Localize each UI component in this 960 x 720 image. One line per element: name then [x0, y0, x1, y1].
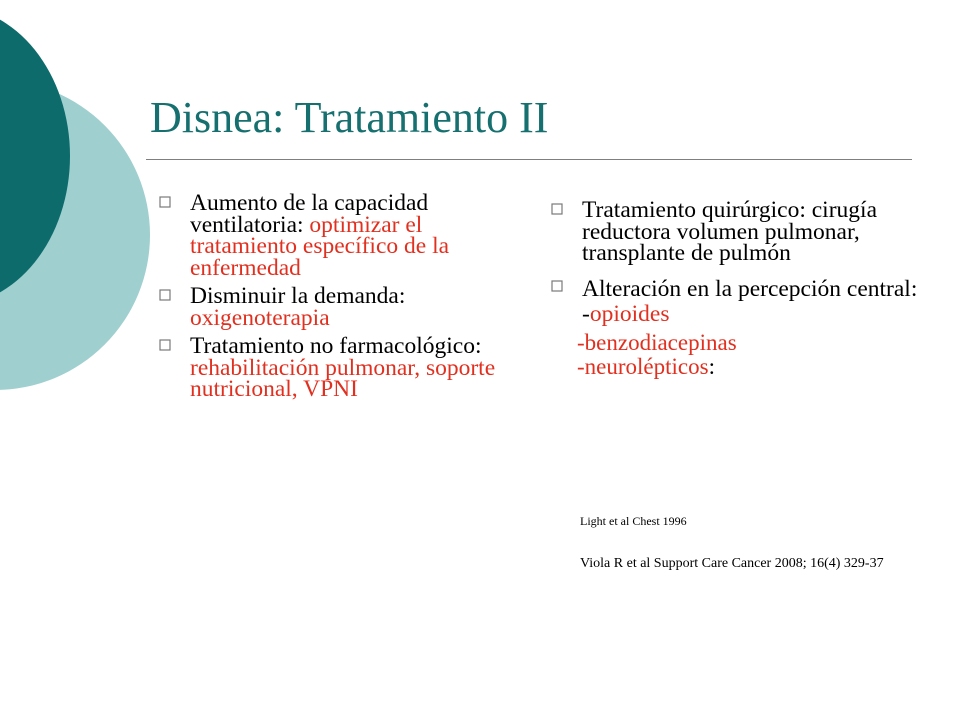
bullet-square-icon: [550, 279, 564, 293]
slide-title: Disnea: Tratamiento II: [150, 93, 549, 142]
bullet-text: Aumento de la capacidad ventilatoria:: [190, 190, 429, 238]
bullet-text: Disminuir la demanda:: [190, 283, 406, 309]
title-divider: [146, 159, 912, 160]
bullet-item: [156, 190, 516, 281]
bullet-square-icon: [550, 202, 564, 216]
reference-2: Viola R et al Support Care Cancer 2008; 16(4) 329-37: [580, 556, 884, 571]
bullet-highlight: optimizar el tratamiento específico de la enfermedad: [190, 211, 450, 281]
bullet-square-icon: [158, 288, 172, 302]
sub-item-neurolepticos: [548, 355, 918, 379]
bullet-square-icon: [158, 338, 172, 352]
bullet-text: Tratamiento quirúrgico: cirugía reductora volumen pulmonar, transplante de pulmón: [582, 197, 878, 266]
sub-dash: -: [582, 300, 590, 327]
reference-1: Light et al Chest 1996: [580, 514, 687, 528]
bullet-item: [548, 277, 918, 327]
sub-item-neurolepticos-text: -neurolépticos: [577, 353, 709, 379]
sub-item-benzodiacepinas: -benzodiacepinas: [577, 329, 737, 355]
bullet-highlight: oxigenoterapia: [190, 304, 330, 331]
bullet-item: [156, 333, 516, 402]
sub-item-opioides: opioides: [589, 300, 670, 327]
sub-item-suffix: :: [708, 353, 715, 379]
bullet-square-icon: [158, 195, 172, 209]
right-column: [548, 197, 918, 379]
bullet-highlight: rehabilitación pulmonar, soporte nutricional, VPNI: [190, 354, 496, 402]
bullet-text: Alteración en la percepción central:: [582, 275, 918, 302]
bullet-item: [156, 283, 516, 331]
bullet-item: [548, 197, 918, 266]
left-column: [156, 190, 516, 408]
bullet-text: Tratamiento no farmacológico:: [190, 333, 482, 359]
